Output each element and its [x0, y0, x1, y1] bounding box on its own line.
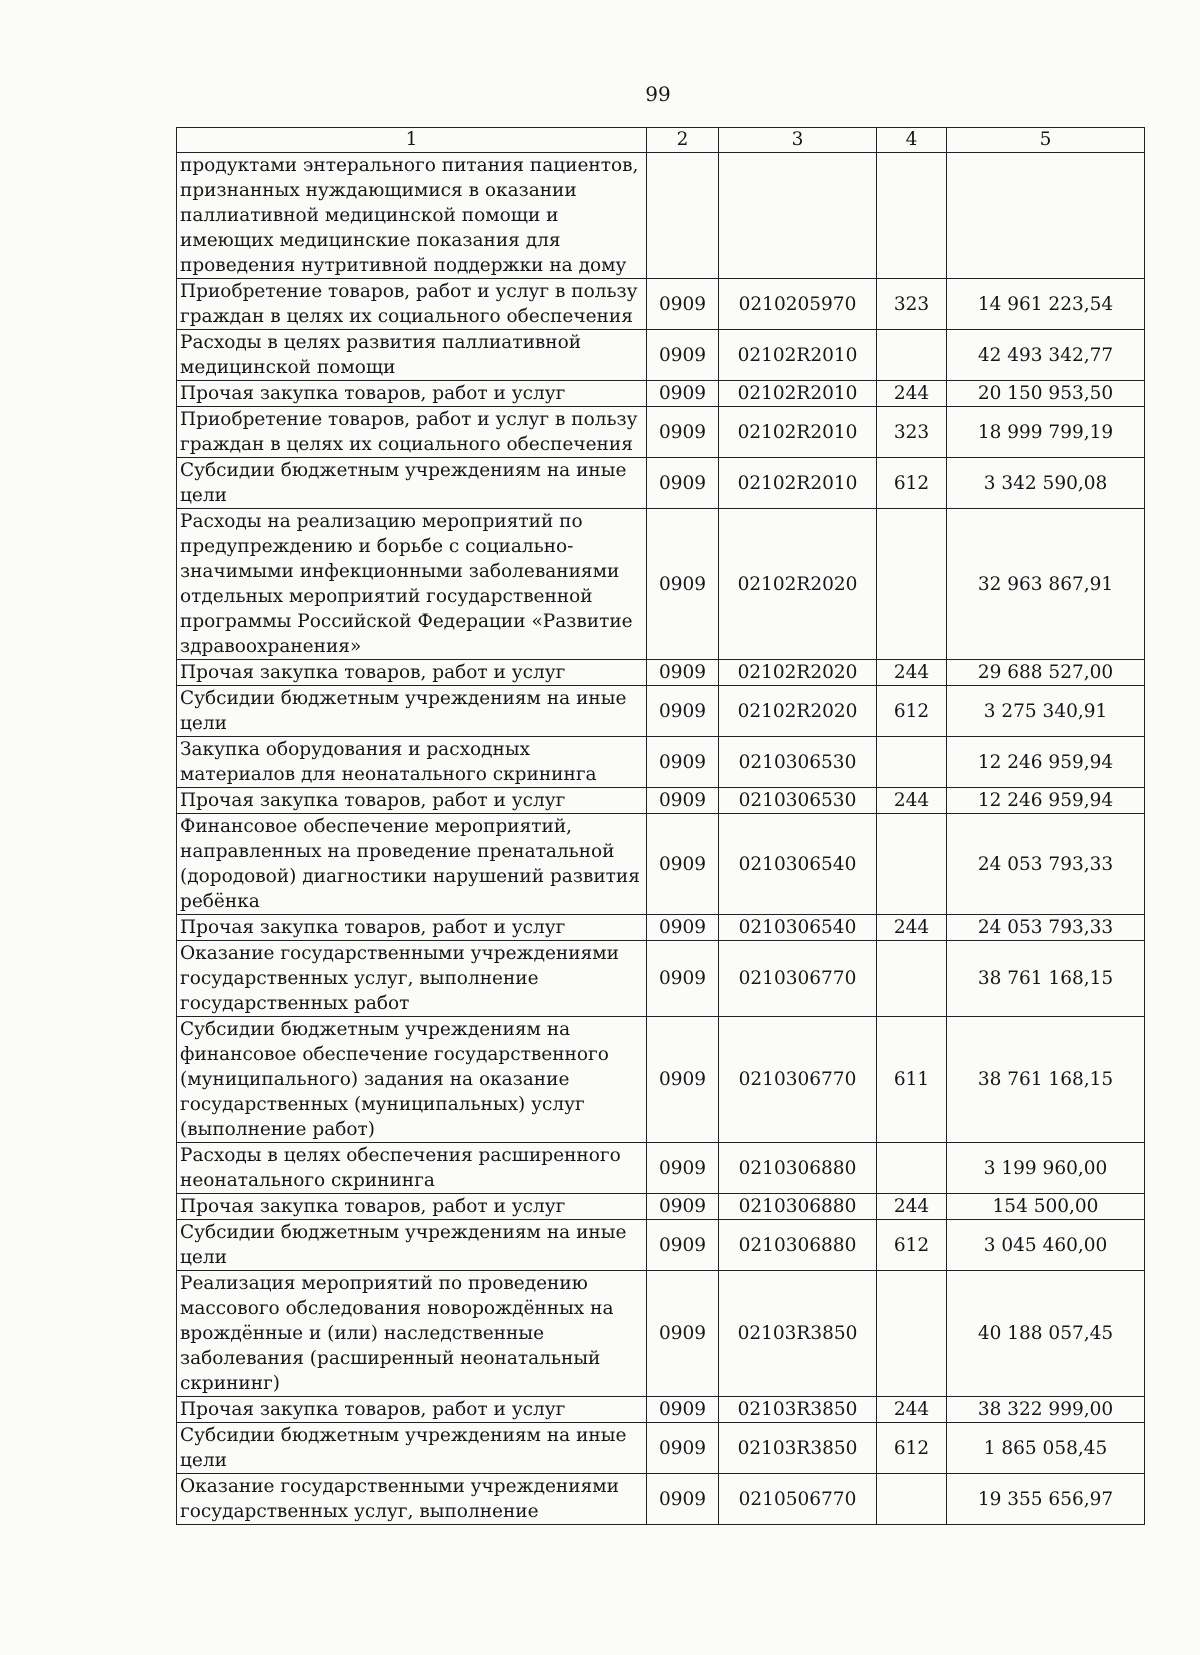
- cell-expense-type: [877, 153, 947, 279]
- cell-target-code: 0210306530: [719, 737, 877, 788]
- cell-target-code: 0210306770: [719, 941, 877, 1017]
- cell-section: 0909: [647, 915, 719, 941]
- cell-expense-type: [877, 330, 947, 381]
- cell-target-code: 0210306770: [719, 1017, 877, 1143]
- table-row: [177, 153, 1145, 279]
- cell-expense-type: [877, 737, 947, 788]
- table-row: [177, 660, 1145, 686]
- page-number: 99: [645, 82, 671, 106]
- cell-amount: 24 053 793,33: [947, 915, 1145, 941]
- cell-amount: 19 355 656,97: [947, 1474, 1145, 1525]
- cell-section: 0909: [647, 660, 719, 686]
- header-col-1: 1: [177, 128, 647, 153]
- cell-name: Оказание государственными учреждениями государственных услуг, выполнение: [177, 1474, 647, 1525]
- cell-expense-type: 611: [877, 1017, 947, 1143]
- cell-name: Субсидии бюджетным учреждениям на иные цели: [177, 458, 647, 509]
- cell-section: 0909: [647, 509, 719, 660]
- cell-expense-type: 612: [877, 1423, 947, 1474]
- cell-amount: 12 246 959,94: [947, 788, 1145, 814]
- cell-section: 0909: [647, 279, 719, 330]
- cell-amount: 3 199 960,00: [947, 1143, 1145, 1194]
- cell-name: Субсидии бюджетным учреждениям на иные цели: [177, 1423, 647, 1474]
- cell-section: [647, 153, 719, 279]
- cell-target-code: 0210306530: [719, 788, 877, 814]
- cell-expense-type: 612: [877, 1220, 947, 1271]
- cell-amount: 20 150 953,50: [947, 381, 1145, 407]
- cell-target-code: 02103R3850: [719, 1423, 877, 1474]
- cell-target-code: 02102R2020: [719, 686, 877, 737]
- cell-target-code: 0210306880: [719, 1194, 877, 1220]
- header-col-5: 5: [947, 128, 1145, 153]
- cell-expense-type: [877, 941, 947, 1017]
- table-row: [177, 509, 1145, 660]
- cell-expense-type: 323: [877, 407, 947, 458]
- cell-expense-type: 244: [877, 660, 947, 686]
- cell-name: Расходы на реализацию мероприятий по предупреждению и борьбе с социально-значимыми инфекционными заболеваниями отдельных мероприятий государственной программы Российской Федерации «Развитие здравоохранения»: [177, 509, 647, 660]
- cell-target-code: 02102R2010: [719, 407, 877, 458]
- cell-name: Закупка оборудования и расходных материалов для неонатального скрининга: [177, 737, 647, 788]
- cell-name: Субсидии бюджетным учреждениям на финансовое обеспечение государственного (муниципального) задания на оказание государственных (муниципальных) услуг (выполнение работ): [177, 1017, 647, 1143]
- table-row: [177, 330, 1145, 381]
- cell-expense-type: 244: [877, 1397, 947, 1423]
- cell-target-code: 02102R2010: [719, 381, 877, 407]
- cell-section: 0909: [647, 788, 719, 814]
- cell-expense-type: 244: [877, 915, 947, 941]
- cell-target-code: 0210506770: [719, 1474, 877, 1525]
- table-row: [177, 1017, 1145, 1143]
- cell-target-code: 0210306880: [719, 1220, 877, 1271]
- table-row: [177, 941, 1145, 1017]
- cell-target-code: 0210306540: [719, 915, 877, 941]
- cell-amount: 32 963 867,91: [947, 509, 1145, 660]
- header-col-3: 3: [719, 128, 877, 153]
- table-row: [177, 1474, 1145, 1525]
- cell-name: Финансовое обеспечение мероприятий, направленных на проведение пренатальной (дородовой) диагностики нарушений развития ребёнка: [177, 814, 647, 915]
- cell-target-code: 0210205970: [719, 279, 877, 330]
- table-row: [177, 788, 1145, 814]
- table-row: [177, 1220, 1145, 1271]
- cell-name: Приобретение товаров, работ и услуг в пользу граждан в целях их социального обеспечения: [177, 407, 647, 458]
- cell-name: Прочая закупка товаров, работ и услуг: [177, 660, 647, 686]
- cell-section: 0909: [647, 407, 719, 458]
- cell-section: 0909: [647, 814, 719, 915]
- budget-table: [176, 127, 1145, 1525]
- cell-section: 0909: [647, 1397, 719, 1423]
- cell-section: 0909: [647, 1271, 719, 1397]
- cell-section: 0909: [647, 941, 719, 1017]
- table-row: [177, 407, 1145, 458]
- cell-section: 0909: [647, 1220, 719, 1271]
- cell-amount: 38 322 999,00: [947, 1397, 1145, 1423]
- table-row: [177, 1397, 1145, 1423]
- table-row: [177, 1143, 1145, 1194]
- cell-amount: 3 045 460,00: [947, 1220, 1145, 1271]
- table-row: [177, 737, 1145, 788]
- cell-target-code: 0210306540: [719, 814, 877, 915]
- header-col-4: 4: [877, 128, 947, 153]
- cell-expense-type: 244: [877, 1194, 947, 1220]
- cell-section: 0909: [647, 381, 719, 407]
- table-row: [177, 1423, 1145, 1474]
- cell-section: 0909: [647, 1423, 719, 1474]
- table-row: [177, 381, 1145, 407]
- cell-name: Расходы в целях обеспечения расширенного неонатального скрининга: [177, 1143, 647, 1194]
- cell-amount: 12 246 959,94: [947, 737, 1145, 788]
- table-row: [177, 915, 1145, 941]
- table-row: [177, 458, 1145, 509]
- table-row: [177, 1271, 1145, 1397]
- cell-name: Оказание государственными учреждениями государственных услуг, выполнение государственных работ: [177, 941, 647, 1017]
- cell-amount: 154 500,00: [947, 1194, 1145, 1220]
- cell-target-code: 02102R2020: [719, 660, 877, 686]
- table-row: [177, 279, 1145, 330]
- cell-section: 0909: [647, 737, 719, 788]
- cell-name: Реализация мероприятий по проведению массового обследования новорождённых на врождённые и (или) наследственные заболевания (расширенный неонатальный скрининг): [177, 1271, 647, 1397]
- cell-expense-type: 612: [877, 686, 947, 737]
- cell-expense-type: [877, 814, 947, 915]
- cell-expense-type: [877, 1143, 947, 1194]
- cell-name: Прочая закупка товаров, работ и услуг: [177, 1194, 647, 1220]
- cell-target-code: 0210306880: [719, 1143, 877, 1194]
- cell-target-code: 02102R2010: [719, 458, 877, 509]
- cell-amount: 29 688 527,00: [947, 660, 1145, 686]
- cell-section: 0909: [647, 1194, 719, 1220]
- cell-amount: [947, 153, 1145, 279]
- cell-name: Приобретение товаров, работ и услуг в пользу граждан в целях их социального обеспечения: [177, 279, 647, 330]
- cell-expense-type: 612: [877, 458, 947, 509]
- cell-name: Прочая закупка товаров, работ и услуг: [177, 915, 647, 941]
- cell-amount: 1 865 058,45: [947, 1423, 1145, 1474]
- cell-target-code: 02103R3850: [719, 1271, 877, 1397]
- cell-target-code: 02102R2020: [719, 509, 877, 660]
- cell-section: 0909: [647, 1474, 719, 1525]
- table-header-row: [177, 128, 1145, 153]
- cell-name: Прочая закупка товаров, работ и услуг: [177, 381, 647, 407]
- cell-amount: 42 493 342,77: [947, 330, 1145, 381]
- cell-section: 0909: [647, 1017, 719, 1143]
- cell-name: Субсидии бюджетным учреждениям на иные цели: [177, 686, 647, 737]
- cell-amount: 18 999 799,19: [947, 407, 1145, 458]
- cell-amount: 14 961 223,54: [947, 279, 1145, 330]
- cell-target-code: 02102R2010: [719, 330, 877, 381]
- cell-amount: 24 053 793,33: [947, 814, 1145, 915]
- table-row: [177, 814, 1145, 915]
- cell-amount: 3 342 590,08: [947, 458, 1145, 509]
- cell-expense-type: 244: [877, 381, 947, 407]
- cell-section: 0909: [647, 686, 719, 737]
- cell-expense-type: [877, 509, 947, 660]
- cell-expense-type: [877, 1271, 947, 1397]
- cell-name: продуктами энтерального питания пациентов, признанных нуждающимися в оказании паллиативной медицинской помощи и имеющих медицинские показания для проведения нутритивной поддержки на дому: [177, 153, 647, 279]
- cell-name: Субсидии бюджетным учреждениям на иные цели: [177, 1220, 647, 1271]
- table-row: [177, 686, 1145, 737]
- cell-target-code: [719, 153, 877, 279]
- cell-expense-type: [877, 1474, 947, 1525]
- table-body: [177, 153, 1145, 1525]
- cell-name: Прочая закупка товаров, работ и услуг: [177, 788, 647, 814]
- cell-amount: 40 188 057,45: [947, 1271, 1145, 1397]
- header-col-2: 2: [647, 128, 719, 153]
- cell-name: Прочая закупка товаров, работ и услуг: [177, 1397, 647, 1423]
- cell-section: 0909: [647, 458, 719, 509]
- cell-amount: 38 761 168,15: [947, 941, 1145, 1017]
- cell-target-code: 02103R3850: [719, 1397, 877, 1423]
- cell-amount: 38 761 168,15: [947, 1017, 1145, 1143]
- cell-amount: 3 275 340,91: [947, 686, 1145, 737]
- cell-section: 0909: [647, 330, 719, 381]
- cell-expense-type: 323: [877, 279, 947, 330]
- cell-expense-type: 244: [877, 788, 947, 814]
- cell-section: 0909: [647, 1143, 719, 1194]
- cell-name: Расходы в целях развития паллиативной медицинской помощи: [177, 330, 647, 381]
- table-row: [177, 1194, 1145, 1220]
